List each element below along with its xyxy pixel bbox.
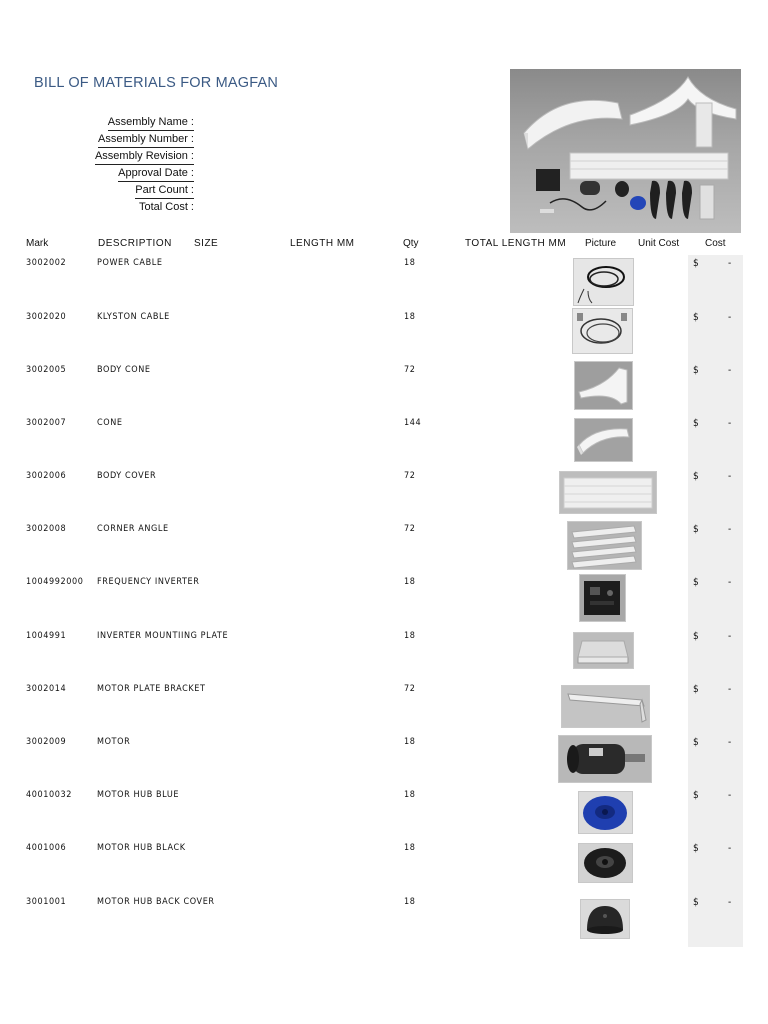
currency-symbol: $ bbox=[693, 577, 700, 588]
currency-symbol: $ bbox=[693, 365, 700, 376]
col-header-total-length: TOTAL LENGTH MM bbox=[465, 238, 567, 249]
currency-symbol: $ bbox=[693, 418, 700, 429]
cost-value: - bbox=[728, 790, 732, 801]
col-header-length: LENGTH MM bbox=[290, 238, 355, 249]
part-qty: 18 bbox=[404, 258, 416, 268]
cost-value: - bbox=[728, 843, 732, 854]
part-mark: 3002006 bbox=[26, 471, 67, 481]
currency-symbol: $ bbox=[693, 312, 700, 323]
currency-symbol: $ bbox=[693, 258, 700, 269]
cost-value: - bbox=[728, 471, 732, 482]
currency-symbol: $ bbox=[693, 631, 700, 642]
motor-hub-black-picture bbox=[578, 843, 633, 883]
part-mark: 3002020 bbox=[26, 312, 67, 322]
part-mark: 1004991 bbox=[26, 631, 67, 641]
part-mark: 3002009 bbox=[26, 737, 67, 747]
table-row bbox=[0, 841, 768, 894]
part-qty: 18 bbox=[404, 631, 416, 641]
cone-picture bbox=[574, 418, 633, 462]
assembly-revision-label: Assembly Revision : bbox=[60, 150, 194, 167]
part-description: CONE bbox=[97, 418, 123, 428]
table-row bbox=[0, 522, 768, 575]
frequency-inverter-picture bbox=[579, 574, 626, 622]
part-mark: 3002014 bbox=[26, 684, 67, 694]
part-qty: 18 bbox=[404, 790, 416, 800]
col-header-unit-cost: Unit Cost bbox=[638, 238, 680, 249]
assembly-number-label: Assembly Number : bbox=[60, 133, 194, 150]
table-row bbox=[0, 575, 768, 628]
currency-symbol: $ bbox=[693, 897, 700, 908]
part-qty: 18 bbox=[404, 312, 416, 322]
currency-symbol: $ bbox=[693, 471, 700, 482]
part-description: MOTOR HUB BACK COVER bbox=[97, 897, 215, 907]
part-qty: 18 bbox=[404, 737, 416, 747]
currency-symbol: $ bbox=[693, 684, 700, 695]
cost-value: - bbox=[728, 897, 732, 908]
col-header-size: SIZE bbox=[194, 238, 219, 249]
body-cover-picture bbox=[559, 471, 657, 514]
table-row bbox=[0, 310, 768, 363]
table-row bbox=[0, 895, 768, 948]
part-mark: 3002002 bbox=[26, 258, 67, 268]
document-title: BILL OF MATERIALS FOR MAGFAN bbox=[34, 75, 279, 91]
part-mark: 40010032 bbox=[26, 790, 73, 800]
power-cable-picture bbox=[573, 258, 634, 306]
cost-value: - bbox=[728, 631, 732, 642]
col-header-mark: Mark bbox=[26, 238, 49, 249]
part-mark: 4001006 bbox=[26, 843, 67, 853]
table-row bbox=[0, 788, 768, 841]
table-row bbox=[0, 363, 768, 416]
part-description: MOTOR HUB BLACK bbox=[97, 843, 186, 853]
part-description: KLYSTON CABLE bbox=[97, 312, 170, 322]
cost-value: - bbox=[728, 418, 732, 429]
assembly-name-label: Assembly Name : bbox=[60, 116, 194, 133]
klyston-cable-picture bbox=[572, 308, 633, 354]
col-header-description: DESCRIPTION bbox=[98, 238, 172, 249]
cost-value: - bbox=[728, 365, 732, 376]
part-description: MOTOR bbox=[97, 737, 131, 747]
inverter-mounting-plate-picture bbox=[573, 632, 634, 669]
assembly-info bbox=[60, 116, 194, 218]
part-mark: 3002005 bbox=[26, 365, 67, 375]
table-row bbox=[0, 735, 768, 788]
cost-value: - bbox=[728, 577, 732, 588]
part-qty: 72 bbox=[404, 471, 416, 481]
part-description: BODY CONE bbox=[97, 365, 151, 375]
col-header-picture: Picture bbox=[585, 238, 617, 249]
part-mark: 3001001 bbox=[26, 897, 67, 907]
part-description: MOTOR PLATE BRACKET bbox=[97, 684, 206, 694]
part-qty: 18 bbox=[404, 843, 416, 853]
motor-hub-back-cover-picture bbox=[580, 899, 630, 939]
approval-date-label: Approval Date : bbox=[60, 167, 194, 184]
cost-value: - bbox=[728, 312, 732, 323]
part-qty: 72 bbox=[404, 684, 416, 694]
part-mark: 1004992000 bbox=[26, 577, 84, 587]
currency-symbol: $ bbox=[693, 524, 700, 535]
part-count-label: Part Count : bbox=[60, 184, 194, 201]
motor-picture bbox=[558, 735, 652, 783]
part-qty: 144 bbox=[404, 418, 422, 428]
table-row bbox=[0, 629, 768, 682]
col-header-qty: Qty bbox=[403, 238, 419, 249]
cost-value: - bbox=[728, 737, 732, 748]
part-qty: 18 bbox=[404, 897, 416, 907]
part-mark: 3002008 bbox=[26, 524, 67, 534]
motor-plate-bracket-picture bbox=[561, 685, 650, 728]
cost-value: - bbox=[728, 524, 732, 535]
assembly-photo bbox=[510, 69, 741, 233]
part-description: BODY COVER bbox=[97, 471, 157, 481]
motor-hub-blue-picture bbox=[578, 791, 633, 834]
cost-value: - bbox=[728, 684, 732, 695]
part-qty: 18 bbox=[404, 577, 416, 587]
body-cone-picture bbox=[574, 361, 633, 410]
table-row bbox=[0, 682, 768, 735]
cost-value: - bbox=[728, 258, 732, 269]
currency-symbol: $ bbox=[693, 737, 700, 748]
corner-angle-picture bbox=[567, 521, 642, 570]
table-row bbox=[0, 416, 768, 469]
part-description: CORNER ANGLE bbox=[97, 524, 169, 534]
currency-symbol: $ bbox=[693, 843, 700, 854]
part-description: INVERTER MOUNTIING PLATE bbox=[97, 631, 229, 641]
part-qty: 72 bbox=[404, 524, 416, 534]
table-row bbox=[0, 469, 768, 522]
part-qty: 72 bbox=[404, 365, 416, 375]
part-description: MOTOR HUB BLUE bbox=[97, 790, 180, 800]
total-cost-label: Total Cost : bbox=[138, 201, 194, 213]
part-description: POWER CABLE bbox=[97, 258, 163, 268]
col-header-cost: Cost bbox=[705, 238, 726, 249]
table-row bbox=[0, 256, 768, 309]
part-mark: 3002007 bbox=[26, 418, 67, 428]
part-description: FREQUENCY INVERTER bbox=[97, 577, 200, 587]
currency-symbol: $ bbox=[693, 790, 700, 801]
